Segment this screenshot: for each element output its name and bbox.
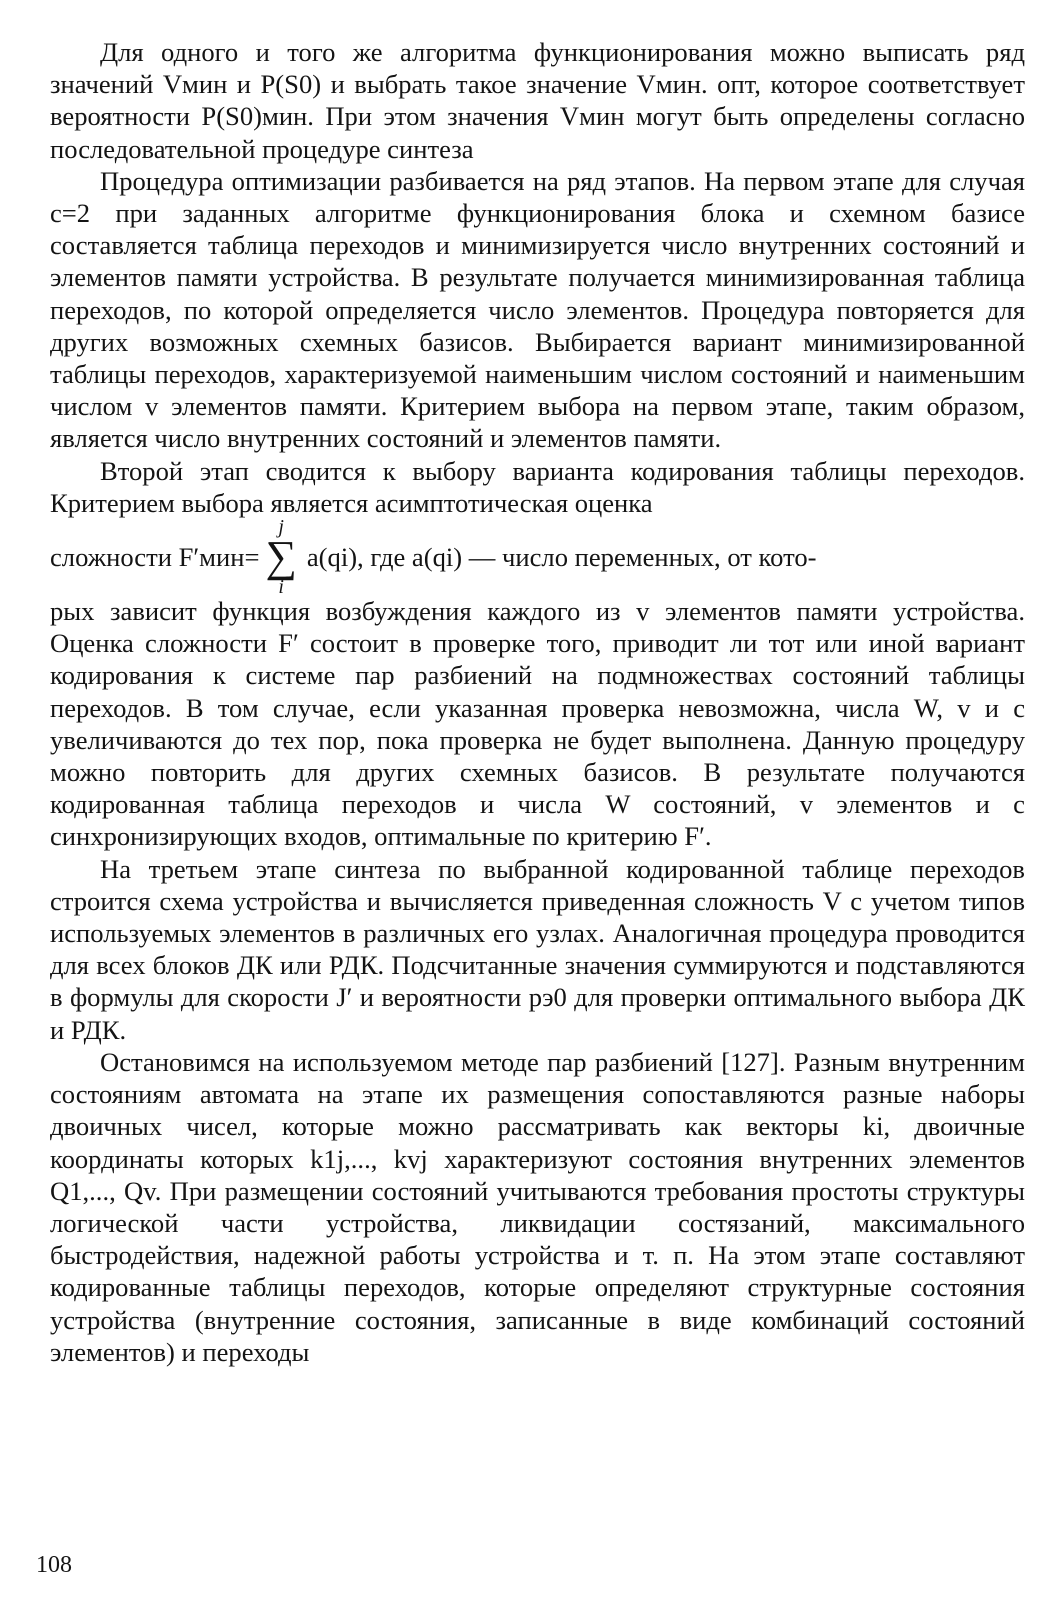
document-page	[50, 36, 1025, 1368]
page-number: 108	[36, 1552, 72, 1578]
sum-upper-limit: j	[278, 516, 284, 539]
summation-symbol	[265, 517, 296, 597]
paragraph-3b: рых зависит функция возбуждения каждого из v элементов памяти устройства. Оценка сложности F′ состоит в проверке того, приводит ли тот или иной вариант кодирования к системе пар разбиений на подмножествах состояний таблицы переходов. В том случае, если указанная проверка невозможна, числа W, v и c увеличиваются до тех пор, пока проверка не будет выполнена. Данную процедуру можно повторить для других схемных базисов. В результате получаются кодированная таблица переходов и числа W состояний, v элементов и c синхронизирующих входов, оптимальные по критерию F′.	[50, 596, 1025, 852]
formula-right: a(qi), где a(qi) — число переменных, от кото-	[306, 541, 817, 572]
formula-left: сложности F′мин=	[50, 541, 260, 572]
sigma-sign: ∑	[265, 532, 297, 582]
sum-lower-limit: i	[278, 576, 284, 599]
complexity-formula	[50, 516, 1025, 599]
paragraph-4: На третьем этапе синтеза по выбранной кодированной таблице переходов строится схема устройства и вычисляется приведенная сложность V с учетом типов используемых элементов в различных его узлах. Аналогичная процедура проводится для всех блоков ДК или РДК. Подсчитанные значения суммируются и подставляются в формулы для скорости J′ и вероятности pэ0 для проверки оптимального выбора ДК и РДК.	[50, 853, 1025, 1045]
paragraph-1: Для одного и того же алгоритма функционирования можно выписать ряд значений Vмин и P(S0) и выбрать такое значение Vмин. опт, которое соответствует вероятности P(S0)мин. При этом значения Vмин могут быть определены согласно последовательной процедуре синтеза	[50, 37, 1025, 164]
paragraph-3a: Второй этап сводится к выбору варианта кодирования таблицы переходов. Критерием выбора является асимптотическая оценка	[50, 455, 1025, 518]
paragraph-2: Процедура оптимизации разбивается на ряд этапов. На первом этапе для случая c=2 при заданных алгоритме функционирования блока и схемном базисе составляется таблица переходов и минимизируется число внутренних состояний и элементов памяти устройства. В результате получается минимизированная таблица переходов, по которой определяется число элементов. Процедура повторяется для других возможных схемных базисов. Выбирается вариант минимизированной таблицы переходов, характеризуемой наименьшим числом состояний и наименьшим числом v элементов памяти. Критерием выбора на первом этапе, таким образом, является число внутренних состояний и элементов памяти.	[50, 165, 1025, 454]
paragraph-5: Остановимся на используемом методе пар разбиений [127]. Разным внутренним состояниям автомата на этапе их размещения сопоставляются разные наборы двоичных чисел, которые можно рассматривать как векторы ki, двоичные координаты которых k1j,..., kvj характеризуют состояния внутренних элементов Q1,..., Qv. При размещении состояний учитываются требования простоты структуры логической части устройства, ликвидации состязаний, максимального быстродействия, надежной работы устройства и т. п. На этом этапе составляют кодированные таблицы переходов, которые определяют структурные состояния устройства (внутренние состояния, записанные в виде комбинаций состояний элементов) и переходы	[50, 1046, 1025, 1367]
